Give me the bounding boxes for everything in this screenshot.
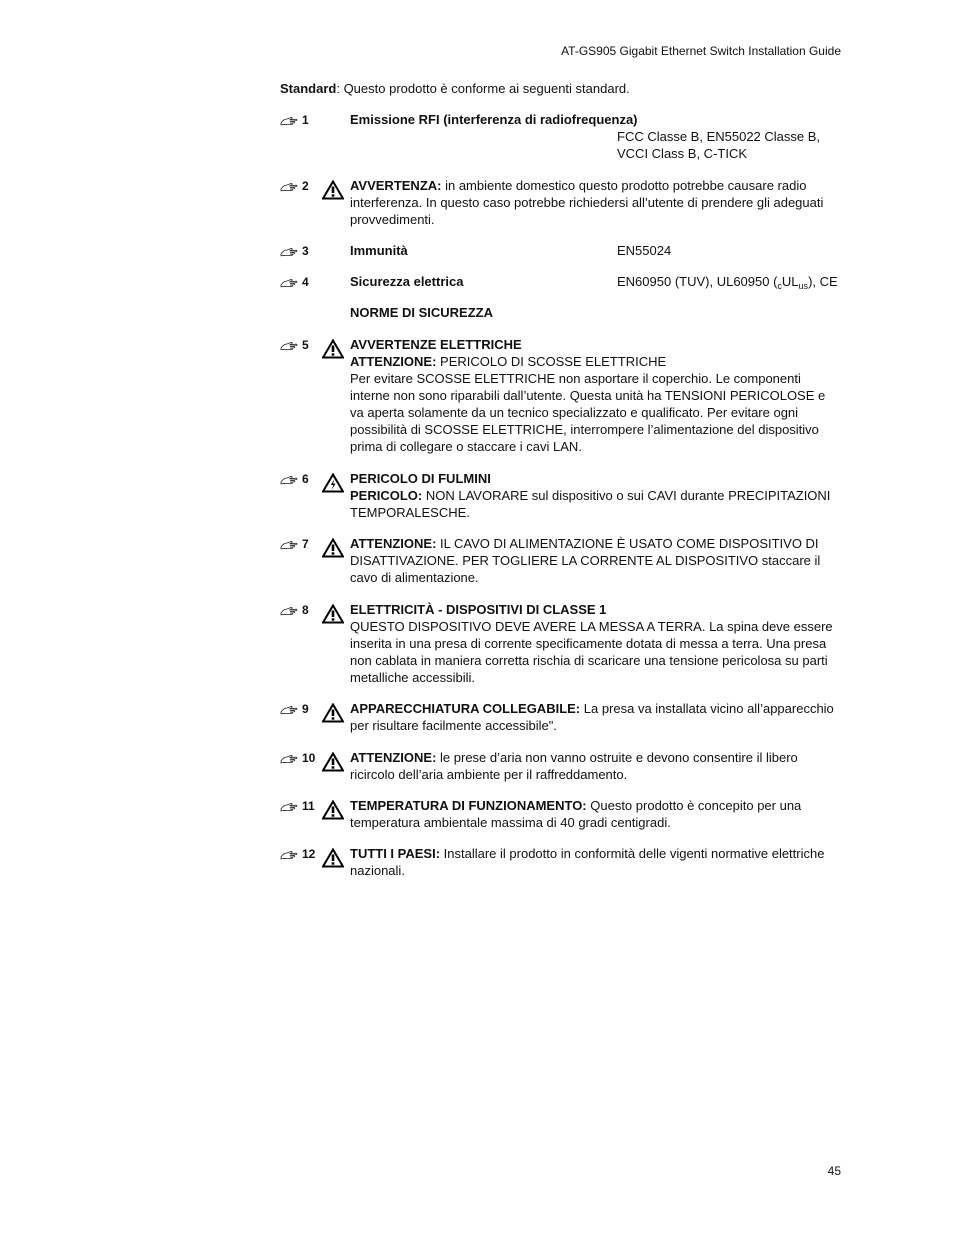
section-number: 5 bbox=[280, 337, 309, 354]
section-body: ATTENZIONE: IL CAVO DI ALIMENTAZIONE È USATO COME DISPOSITIVO DI DISATTIVAZIONE. PER TOGLIERE LA CORRENTE AL DISPOSITIVO staccare il cavo di alimentazione. bbox=[350, 536, 821, 585]
section-number: 12 bbox=[280, 846, 315, 863]
section-number: 11 bbox=[280, 798, 315, 815]
section-number: 10 bbox=[280, 750, 315, 767]
warning-icon bbox=[322, 339, 344, 359]
section-body bbox=[350, 242, 842, 259]
section-body bbox=[350, 111, 842, 162]
warning-icon bbox=[322, 848, 344, 868]
running-header: AT-GS905 Gigabit Ethernet Switch Installation Guide bbox=[561, 44, 841, 58]
pointing-hand-icon bbox=[280, 247, 298, 257]
pointing-hand-icon bbox=[280, 540, 298, 550]
section-body: AVVERTENZA: in ambiente domestico questo prodotto potrebbe causare radio interferenza. In questo caso potrebbe richiedersi all’utente di prendere gli adeguati provvedimenti. bbox=[350, 178, 824, 227]
standard-label: Standard bbox=[280, 81, 337, 96]
warning-icon bbox=[322, 180, 344, 200]
section-12 bbox=[280, 845, 842, 879]
section-4 bbox=[280, 273, 842, 290]
section-number: 8 bbox=[280, 602, 309, 619]
pointing-hand-icon bbox=[280, 182, 298, 192]
section-3 bbox=[280, 242, 842, 259]
section-body: ATTENZIONE: le prese d’aria non vanno ostruite e devono consentire il libero ricircolo dell’aria ambiente per il raffreddamento. bbox=[350, 750, 798, 782]
section-title: Sicurezza elettrica bbox=[350, 274, 464, 289]
section-number: 6 bbox=[280, 471, 309, 488]
safety-heading bbox=[280, 304, 842, 321]
pointing-hand-icon bbox=[280, 278, 298, 288]
warning-icon bbox=[322, 752, 344, 772]
section-number: 3 bbox=[280, 243, 309, 260]
section-value: EN55024 bbox=[617, 243, 672, 258]
warning-icon bbox=[322, 800, 344, 820]
section-title: Emissione RFI (interferenza di radiofrequenza) bbox=[350, 112, 638, 127]
section-10 bbox=[280, 749, 842, 783]
section-value: FCC Classe B, EN55022 Classe B, VCCI Class B, C-TICK bbox=[617, 129, 821, 161]
pointing-hand-icon bbox=[280, 850, 298, 860]
section-7 bbox=[280, 535, 842, 586]
section-11 bbox=[280, 797, 842, 831]
section-1 bbox=[280, 111, 842, 162]
section-body: TUTTI I PAESI: Installare il prodotto in conformità delle vigenti normative elettriche nazionali. bbox=[350, 846, 825, 878]
pointing-hand-icon bbox=[280, 606, 298, 616]
section-2 bbox=[280, 177, 842, 228]
warning-icon bbox=[322, 604, 344, 624]
section-number: 1 bbox=[280, 112, 309, 129]
section-body: TEMPERATURA DI FUNZIONAMENTO: Questo prodotto è concepito per una temperatura ambientale massima di 40 gradi centigradi. bbox=[350, 798, 802, 830]
section-body: ELETTRICITÀ - DISPOSITIVI DI CLASSE 1 QUESTO DISPOSITIVO DEVE AVERE LA MESSA A TERRA. La spina deve essere inserita in una presa di corrente specificamente dotata di messa a terra. Una presa non cablata in maniera corretta rischia di scaricare una tensione pericolosa su parti metalliche accessibili. bbox=[350, 602, 833, 685]
pointing-hand-icon bbox=[280, 116, 298, 126]
section-number: 2 bbox=[280, 178, 309, 195]
pointing-hand-icon bbox=[280, 705, 298, 715]
section-number: 7 bbox=[280, 536, 309, 553]
lightning-warning-icon bbox=[322, 473, 344, 493]
standard-text: : Questo prodotto è conforme ai seguenti standard. bbox=[336, 81, 630, 96]
section-body: PERICOLO DI FULMINI PERICOLO: NON LAVORARE sul dispositivo o sui CAVI durante PRECIPITAZIONI TEMPORALESCHE. bbox=[350, 471, 831, 520]
pointing-hand-icon bbox=[280, 802, 298, 812]
section-value: EN60950 (TUV), UL60950 $(_cUL_{us})$, CE bbox=[617, 274, 838, 291]
pointing-hand-icon bbox=[280, 341, 298, 351]
standard-intro bbox=[280, 80, 840, 97]
pointing-hand-icon bbox=[280, 475, 298, 485]
warning-icon bbox=[322, 538, 344, 558]
section-number: 4 bbox=[280, 274, 309, 291]
warning-icon bbox=[322, 703, 344, 723]
safety-heading-text: NORME DI SICUREZZA bbox=[350, 305, 493, 320]
section-title: Immunità bbox=[350, 243, 408, 258]
section-8 bbox=[280, 601, 842, 686]
section-body: APPARECCHIATURA COLLEGABILE: La presa va installata vicino all’apparecchio per risultare facilmente accessibile". bbox=[350, 701, 834, 733]
pointing-hand-icon bbox=[280, 754, 298, 764]
section-5 bbox=[280, 336, 842, 455]
page-number: 45 bbox=[827, 1164, 841, 1178]
section-9 bbox=[280, 700, 842, 734]
section-body: AVVERTENZE ELETTRICHE ATTENZIONE: PERICOLO DI SCOSSE ELETTRICHE Per evitare SCOSSE ELETTRICHE non asportare il coperchio. Le componenti interne non sono riparabili dall’utente. Questa unità ha TENSIONI PERICOLOSE e va aperta solamente da un tecnico specializzato e qualificato. Per evitare ogni possibilità di SCOSSE ELETTRICHE, interrompere l’alimentazione del dispositivo prima di collegare o staccare i cavi LAN. bbox=[350, 337, 826, 454]
section-number: 9 bbox=[280, 701, 309, 718]
section-6 bbox=[280, 470, 842, 521]
